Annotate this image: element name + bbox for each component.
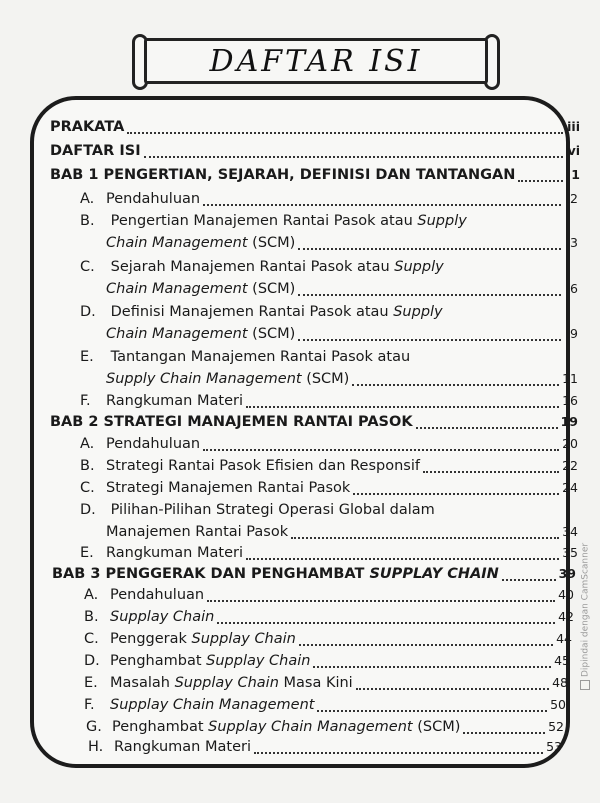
toc-label-italic: Supplay Chain — [110, 609, 215, 625]
page-number: 39 — [558, 566, 576, 581]
dot-leader — [352, 372, 559, 386]
item-letter: E. — [80, 349, 94, 365]
toc-label: (SCM) — [252, 326, 296, 342]
toc-label-italic: Supply Chain Management — [106, 371, 302, 387]
toc-bab1-c-line1[interactable] — [80, 258, 444, 276]
page-number: 6 — [570, 281, 578, 296]
dot-leader — [203, 437, 559, 451]
toc-label-italic: Supply — [393, 304, 443, 320]
dot-leader — [246, 394, 559, 408]
toc-label: (SCM) — [252, 281, 296, 297]
dot-leader — [313, 654, 551, 668]
toc-bab1-a[interactable] — [80, 190, 578, 208]
toc-label-italic: Supplay Chain — [191, 631, 296, 647]
toc-label: Masalah — [110, 675, 170, 691]
toc-label: Penghambat — [110, 653, 202, 669]
item-letter: E. — [80, 545, 94, 561]
page-number: 53 — [546, 739, 562, 754]
toc-daftar-isi[interactable] — [50, 142, 580, 160]
toc-label: Pendahuluan — [106, 436, 201, 452]
page-number: 35 — [562, 545, 578, 560]
toc-label: (SCM) — [306, 371, 350, 387]
dot-leader — [246, 546, 559, 560]
item-letter: A. — [84, 587, 99, 603]
toc-label: Pendahuluan — [110, 587, 205, 603]
toc-label-italic: SUPPLAY CHAIN — [369, 566, 499, 582]
toc-label: BAB 2 STRATEGI MANAJEMEN RANTAI PASOK — [50, 414, 413, 430]
toc-label: Rangkuman Materi — [114, 739, 251, 755]
toc-bab2-d-line1[interactable] — [80, 501, 435, 519]
item-letter: B. — [80, 213, 95, 229]
item-letter: A. — [80, 191, 95, 207]
dot-leader — [356, 676, 549, 690]
toc-label-italic: Supply — [417, 213, 467, 229]
toc-label: Definisi Manajemen Rantai Pasok atau — [110, 304, 389, 320]
toc-bab3-e[interactable] — [84, 674, 568, 692]
toc-bab2-b[interactable] — [80, 457, 578, 475]
toc-bab1-e-line2[interactable] — [106, 370, 578, 388]
page-number: 9 — [570, 326, 578, 341]
dot-leader — [127, 120, 563, 134]
toc-label: (SCM) — [252, 235, 296, 251]
dot-leader — [353, 481, 559, 495]
toc-bab1-d-line1[interactable] — [80, 303, 443, 321]
toc-label-italic: Supplay Chain — [206, 653, 311, 669]
scanner-watermark — [580, 543, 591, 690]
page-number: 20 — [562, 436, 578, 451]
dot-leader — [298, 236, 561, 250]
page-number: 34 — [562, 524, 578, 539]
toc-bab3-h[interactable] — [88, 738, 562, 756]
toc-label: Pendahuluan — [106, 191, 201, 207]
page-number: 40 — [558, 587, 574, 602]
page-number: 16 — [562, 393, 578, 408]
toc-bab3-a[interactable] — [84, 586, 574, 604]
toc-label: DAFTAR ISI — [50, 143, 141, 159]
page-number: 48 — [552, 675, 568, 690]
item-letter: F. — [80, 393, 91, 409]
item-letter: C. — [80, 259, 95, 275]
item-letter: B. — [80, 458, 95, 474]
item-letter: A. — [80, 436, 95, 452]
dot-leader — [291, 525, 559, 539]
toc-label-italic: Chain Management — [106, 326, 248, 342]
toc-prakata[interactable] — [50, 118, 580, 136]
toc-label: Rangkuman Materi — [106, 393, 243, 409]
toc-bab3-c[interactable] — [84, 630, 572, 648]
dot-leader — [518, 168, 563, 182]
camscanner-icon — [580, 680, 590, 690]
page-number: 50 — [550, 697, 566, 712]
dot-leader — [298, 282, 561, 296]
page-number: 1 — [571, 167, 580, 182]
dot-leader — [144, 144, 563, 158]
toc-bab2-c[interactable] — [80, 479, 578, 497]
page-title: DAFTAR ISI — [209, 43, 423, 79]
item-letter: D. — [80, 304, 96, 320]
watermark-text: Dipindai dengan CamScanner — [580, 542, 591, 677]
dot-leader — [298, 327, 561, 341]
toc-bab-1[interactable] — [50, 166, 580, 184]
dot-leader — [207, 588, 555, 602]
toc-bab3-b[interactable] — [84, 608, 574, 626]
dot-leader — [416, 415, 558, 429]
toc-bab1-b-line1[interactable] — [80, 212, 467, 230]
page-number: vi — [567, 143, 580, 158]
toc-label-italic: Supplay Chain Management — [110, 697, 315, 713]
toc-label-after: (SCM) — [417, 719, 461, 735]
page-number: 42 — [558, 609, 574, 624]
toc-bab1-d-line2[interactable] — [106, 325, 578, 343]
page-number: 45 — [554, 653, 570, 668]
toc-label-italic: Chain Management — [106, 281, 248, 297]
item-letter: D. — [80, 502, 96, 518]
toc-bab2-d-line2[interactable] — [106, 523, 578, 541]
page-number: 44 — [556, 631, 572, 646]
item-letter: H. — [88, 739, 104, 755]
toc-bab1-f[interactable] — [80, 392, 578, 410]
toc-bab1-b-line2[interactable] — [106, 234, 578, 252]
dot-leader — [502, 567, 556, 581]
page-number: 24 — [562, 480, 578, 495]
toc-label-italic: Supplay Chain — [174, 675, 279, 691]
dot-leader — [254, 740, 543, 754]
dot-leader — [203, 192, 561, 206]
toc-bab2-a[interactable] — [80, 435, 578, 453]
toc-label-italic: Supply — [394, 259, 444, 275]
item-letter: E. — [84, 675, 98, 691]
item-letter: B. — [84, 609, 99, 625]
item-letter: C. — [84, 631, 99, 647]
toc-label: Pilihan-Pilihan Strategi Operasi Global dalam — [110, 502, 435, 518]
toc-label: PRAKATA — [50, 119, 125, 135]
toc-bab-2[interactable] — [50, 413, 578, 431]
toc-label: Tantangan Manajemen Rantai Pasok atau — [110, 349, 411, 365]
page-number: 19 — [560, 414, 578, 429]
item-letter: D. — [84, 653, 100, 669]
item-letter: G. — [86, 719, 102, 735]
toc-bab3-g[interactable] — [86, 718, 564, 736]
page-number: 52 — [548, 719, 564, 734]
toc-label-after: Masa Kini — [283, 675, 353, 691]
toc-label: Strategi Manajemen Rantai Pasok — [106, 480, 351, 496]
page-number: 11 — [562, 371, 578, 386]
item-letter: F. — [84, 697, 95, 713]
toc-bab-3[interactable] — [52, 565, 576, 583]
toc-bab3-d[interactable] — [84, 652, 570, 670]
page-number: 3 — [570, 235, 578, 250]
dot-leader — [317, 698, 547, 712]
toc-label: Sejarah Manajemen Rantai Pasok atau — [110, 259, 390, 275]
toc-label: Rangkuman Materi — [106, 545, 243, 561]
page-number: 2 — [570, 191, 578, 206]
toc-label: BAB 1 PENGERTIAN, SEJARAH, DEFINISI DAN TANTANGAN — [50, 167, 516, 183]
page-number: iii — [567, 119, 580, 134]
dot-leader — [299, 632, 553, 646]
dot-leader — [463, 720, 545, 734]
toc-label: Pengertian Manajemen Rantai Pasok atau — [110, 213, 413, 229]
toc-bab1-e-line1[interactable] — [80, 348, 410, 366]
toc-label: Strategi Rantai Pasok Efisien dan Responsif — [106, 458, 420, 474]
toc-bab1-c-line2[interactable] — [106, 280, 578, 298]
toc-label: Penghambat — [112, 719, 204, 735]
toc-label-italic: Chain Management — [106, 235, 248, 251]
dot-leader — [217, 610, 555, 624]
toc-label: BAB 3 PENGGERAK DAN PENGHAMBAT — [52, 566, 365, 582]
toc-bab2-e[interactable] — [80, 544, 578, 562]
toc-bab3-f[interactable] — [84, 696, 566, 714]
item-letter: C. — [80, 480, 95, 496]
dot-leader — [423, 459, 559, 473]
toc-label-italic: Supplay Chain Management — [208, 719, 413, 735]
toc-label: Manajemen Rantai Pasok — [106, 524, 289, 540]
page-number: 22 — [562, 458, 578, 473]
toc-label: Penggerak — [110, 631, 187, 647]
